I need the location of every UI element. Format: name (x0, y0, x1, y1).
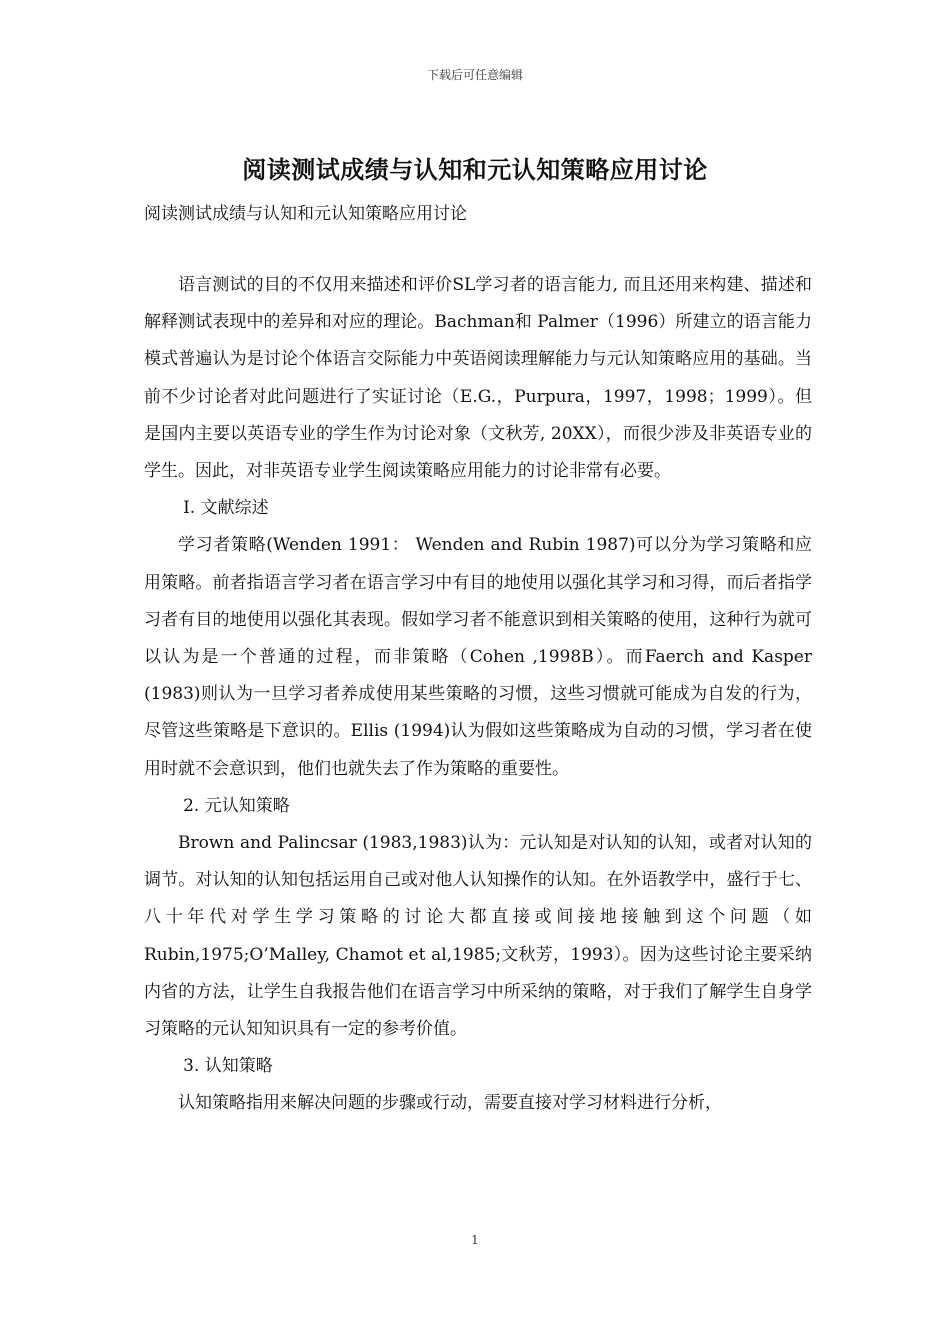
paragraph-learner-strategies: 学习者策略(Wenden 1991： Wenden and Rubin 1987)可以分为学习策略和应用策略。前者指语言学习者在语言学习中有目的地使用以强化其学习和习得，而后者指学习者有目的地使用以强化其表现。假如学习者不能意识到相关策略的使用，这种行为就可以认为是一个普通的过程，而非策略（Cohen ,1998B）。而Faerch and Kasper (1983)则认为一旦学习者养成使用某些策略的习惯，这些习惯就可能成为自发的行为，尽管这些策略是下意识的。Ellis (1994)认为假如这些策略成为自动的习惯，学习者在使用时就不会意识到，他们也就失去了作为策略的重要性。 (144, 535, 812, 779)
paragraph-intro: 语言测试的目的不仅用来描述和评价SL学习者的语言能力, 而且还用来构建、描述和解释测试表现中的差异和对应的理论。Bachman和 Palmer（1996）所建立的语言能力模式普遍认为是讨论个体语言交际能力中英语阅读理解能力与元认知策略应用的基础。当前不少讨论者对此问题进行了实证讨论（E.G.，Purpura，1997，1998；1999）。但是国内主要以英语专业的学生作为讨论对象（文秋芳, 20XX），而很少涉及非英语专业的学生。因此，对非英语专业学生阅读策略应用能力的讨论非常有必要。 (144, 275, 812, 482)
section-heading-metacognitive: 2. 元认知策略 (183, 795, 290, 816)
document-title: 阅读测试成绩与认知和元认知策略应用讨论 (242, 155, 708, 184)
page-number: 1 (471, 1233, 479, 1247)
section-heading-literature-review: I. 文献综述 (183, 498, 269, 519)
header-note: 下载后可任意编辑 (426, 68, 523, 82)
paragraph-metacognitive: Brown and Palincsar (1983,1983)认为：元认知是对认知的认知，或者对认知的调节。对认知的认知包括运用自己或对他人认知操作的认知。在外语教学中，盛行于七、八十年代对学生学习策略的讨论大都直接或间接地接触到这个问题（如Rubin,1975;O’Malley, Chamot et al,1985;文秋芳，1993）。因为这些讨论主要采纳内省的方法，让学生自我报告他们在语言学习中所采纳的策略，对于我们了解学生自身学习策略的元认知知识具有一定的参考价值。 (144, 833, 812, 1040)
paragraph-cognitive: 认知策略指用来解决问题的步骤或行动，需要直接对学习材料进行分析， (178, 1093, 722, 1114)
document-body (144, 267, 812, 1123)
section-heading-cognitive: 3. 认知策略 (183, 1056, 273, 1077)
document-subtitle: 阅读测试成绩与认知和元认知策略应用讨论 (144, 204, 467, 224)
